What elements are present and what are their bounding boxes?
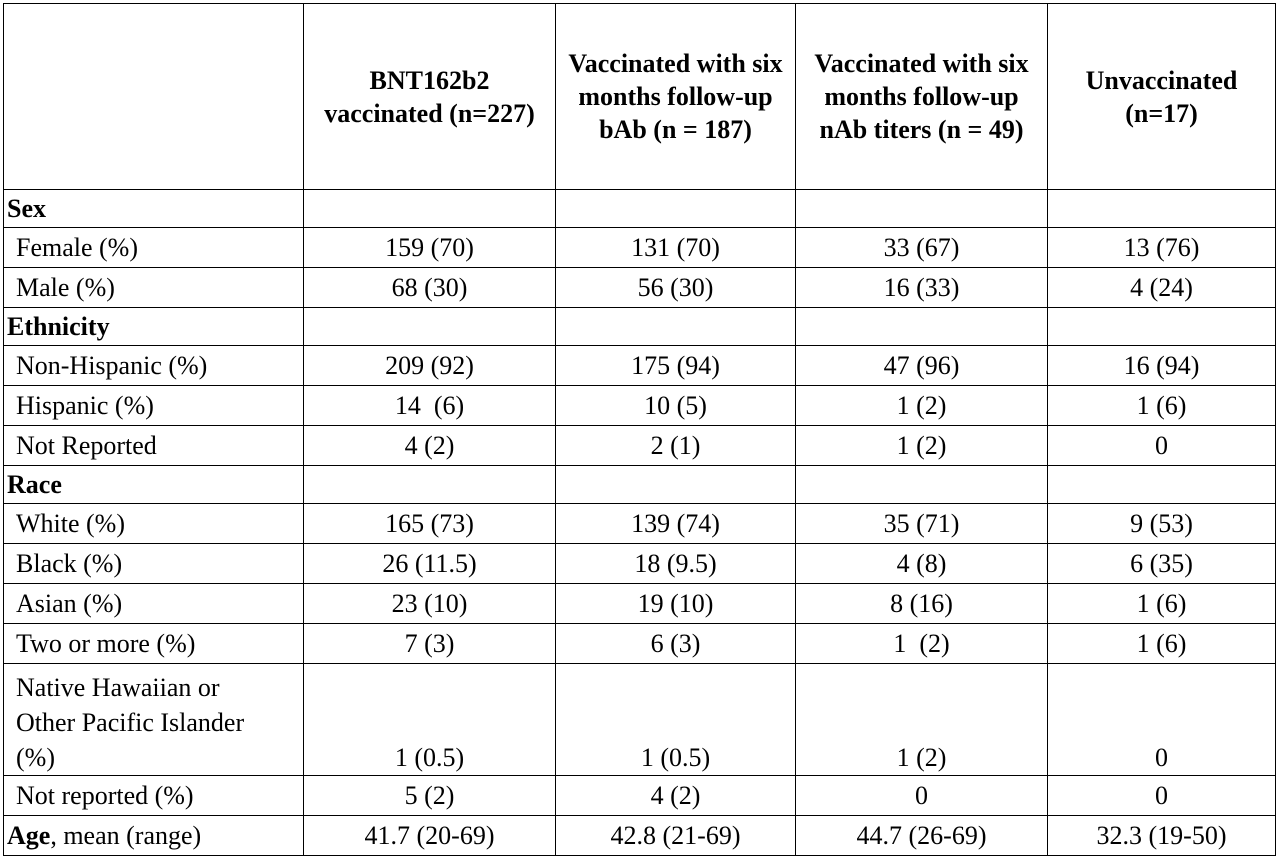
empty-cell [796, 190, 1048, 228]
cell-col3: 44.7 (26-69) [796, 816, 1048, 856]
table-row-asian [4, 584, 1276, 624]
cell-col3: 33 (67) [796, 228, 1048, 268]
cell-col4: 16 (94) [1048, 346, 1276, 386]
empty-cell [1048, 466, 1276, 504]
cell-col4: 9 (53) [1048, 504, 1276, 544]
cell-col1: 41.7 (20-69) [304, 816, 556, 856]
cell-col4: 13 (76) [1048, 228, 1276, 268]
row-label: Two or more (%) [4, 624, 304, 664]
empty-cell [1048, 308, 1276, 346]
row-label: White (%) [4, 504, 304, 544]
cell-col1: 68 (30) [304, 268, 556, 308]
age-label-rest: , mean (range) [50, 821, 202, 850]
cell-col2: 18 (9.5) [556, 544, 796, 584]
cell-col2: 56 (30) [556, 268, 796, 308]
cell-col3: 16 (33) [796, 268, 1048, 308]
cell-col4: 1 (6) [1048, 624, 1276, 664]
cell-col3: 0 [796, 776, 1048, 816]
header-bnt162b2-vaccinated: BNT162b2 vaccinated (n=227) [304, 4, 556, 190]
cell-col3: 4 (8) [796, 544, 1048, 584]
table-row-not-reported-ethnicity [4, 426, 1276, 466]
table-row-black [4, 544, 1276, 584]
table-row-two-or-more [4, 624, 1276, 664]
cell-col1: 165 (73) [304, 504, 556, 544]
cell-col3: 1 (2) [796, 386, 1048, 426]
cell-col2: 4 (2) [556, 776, 796, 816]
table-row-hispanic [4, 386, 1276, 426]
cell-col1: 14 (6) [304, 386, 556, 426]
row-label: Black (%) [4, 544, 304, 584]
row-label-line: Native Hawaiian or [16, 673, 220, 702]
table-row-white [4, 504, 1276, 544]
cell-col2: 6 (3) [556, 624, 796, 664]
row-label-line: Other Pacific Islander [16, 708, 245, 737]
cell-col2: 42.8 (21-69) [556, 816, 796, 856]
cell-col2: 175 (94) [556, 346, 796, 386]
table-row-native-hawaiian [4, 664, 1276, 776]
cell-col4: 0 [1048, 664, 1276, 776]
cell-col2: 1 (0.5) [556, 664, 796, 776]
cell-col2: 2 (1) [556, 426, 796, 466]
section-row-sex [4, 190, 1276, 228]
cell-col1: 7 (3) [304, 624, 556, 664]
section-label-ethnicity: Ethnicity [4, 308, 304, 346]
section-label-sex: Sex [4, 190, 304, 228]
cell-col3: 1 (2) [796, 624, 1048, 664]
row-label: Not Reported [4, 426, 304, 466]
row-label: Male (%) [4, 268, 304, 308]
row-label: Female (%) [4, 228, 304, 268]
section-row-race [4, 466, 1276, 504]
header-vaccinated-nab: Vaccinated with six months follow-up nAb titers (n = 49) [796, 4, 1048, 190]
empty-cell [1048, 190, 1276, 228]
age-label-bold: Age [7, 821, 51, 850]
empty-cell [796, 466, 1048, 504]
header-unvaccinated: Unvaccinated (n=17) [1048, 4, 1276, 190]
cell-col1: 159 (70) [304, 228, 556, 268]
cell-col1: 209 (92) [304, 346, 556, 386]
table-row-age [4, 816, 1276, 856]
cell-col3: 35 (71) [796, 504, 1048, 544]
cell-col2: 139 (74) [556, 504, 796, 544]
row-label: Non-Hispanic (%) [4, 346, 304, 386]
row-label-line: (%) [16, 743, 55, 772]
row-label [4, 664, 304, 776]
table-row-male [4, 268, 1276, 308]
cell-col1: 5 (2) [304, 776, 556, 816]
row-label: Not reported (%) [4, 776, 304, 816]
table-row-not-reported-race [4, 776, 1276, 816]
empty-cell [304, 466, 556, 504]
row-label: Asian (%) [4, 584, 304, 624]
cell-col4: 0 [1048, 776, 1276, 816]
header-vaccinated-bab: Vaccinated with six months follow-up bAb (n = 187) [556, 4, 796, 190]
cell-col4: 1 (6) [1048, 584, 1276, 624]
cell-col2: 19 (10) [556, 584, 796, 624]
empty-cell [796, 308, 1048, 346]
cell-col1: 26 (11.5) [304, 544, 556, 584]
table-row-non-hispanic [4, 346, 1276, 386]
cell-col2: 10 (5) [556, 386, 796, 426]
row-label-age [4, 816, 304, 856]
cell-col1: 4 (2) [304, 426, 556, 466]
cell-col3: 47 (96) [796, 346, 1048, 386]
cell-col4: 4 (24) [1048, 268, 1276, 308]
cell-col3: 1 (2) [796, 664, 1048, 776]
cell-col1: 1 (0.5) [304, 664, 556, 776]
section-label-race: Race [4, 466, 304, 504]
empty-cell [556, 308, 796, 346]
cell-col1: 23 (10) [304, 584, 556, 624]
cell-col4: 1 (6) [1048, 386, 1276, 426]
empty-cell [556, 466, 796, 504]
row-label: Hispanic (%) [4, 386, 304, 426]
cell-col4: 0 [1048, 426, 1276, 466]
demographics-table [3, 3, 1276, 856]
section-row-ethnicity [4, 308, 1276, 346]
header-row [4, 4, 1276, 190]
cell-col4: 32.3 (19-50) [1048, 816, 1276, 856]
header-empty-cell [4, 4, 304, 190]
empty-cell [304, 308, 556, 346]
cell-col3: 1 (2) [796, 426, 1048, 466]
cell-col2: 131 (70) [556, 228, 796, 268]
empty-cell [556, 190, 796, 228]
table-row-female [4, 228, 1276, 268]
empty-cell [304, 190, 556, 228]
cell-col4: 6 (35) [1048, 544, 1276, 584]
cell-col3: 8 (16) [796, 584, 1048, 624]
